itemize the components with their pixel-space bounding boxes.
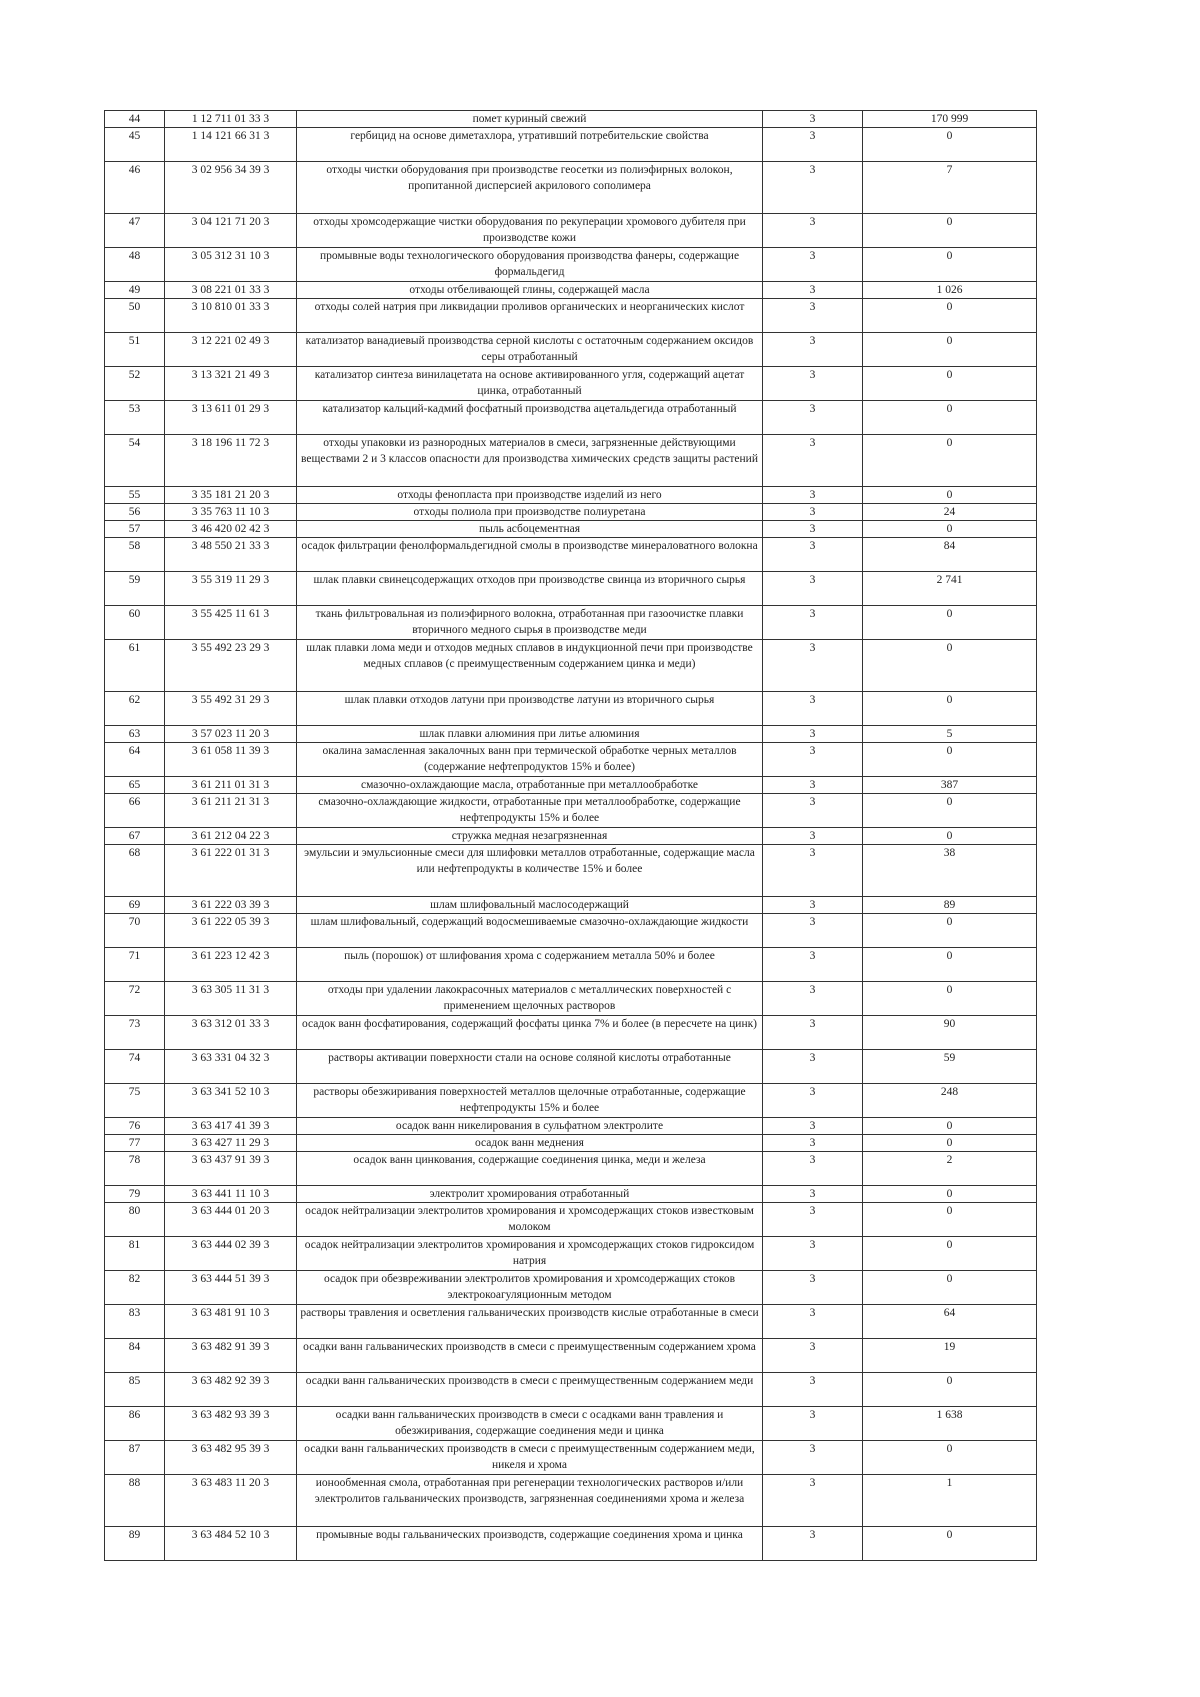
hazard-class-cell: 3 <box>763 726 863 743</box>
waste-name-cell: осадки ванн гальванических производств в смеси с преимущественным содержанием меди <box>297 1373 763 1407</box>
hazard-class-cell: 3 <box>763 1135 863 1152</box>
fkko-code-cell: 3 63 481 91 10 3 <box>165 1305 297 1339</box>
fkko-code-cell: 3 63 341 52 10 3 <box>165 1084 297 1118</box>
quantity-cell: 89 <box>863 897 1037 914</box>
row-number-cell: 59 <box>105 572 165 606</box>
quantity-cell: 84 <box>863 538 1037 572</box>
table-row <box>105 1050 1037 1084</box>
row-number-cell: 60 <box>105 606 165 640</box>
table-row <box>105 1475 1037 1527</box>
row-number-cell: 69 <box>105 897 165 914</box>
table-row <box>105 401 1037 435</box>
hazard-class-cell: 3 <box>763 1441 863 1475</box>
row-number-cell: 63 <box>105 726 165 743</box>
row-number-cell: 48 <box>105 248 165 282</box>
fkko-code-cell: 3 63 331 04 32 3 <box>165 1050 297 1084</box>
hazard-class-cell: 3 <box>763 1186 863 1203</box>
quantity-cell: 0 <box>863 1237 1037 1271</box>
row-number-cell: 82 <box>105 1271 165 1305</box>
hazard-class-cell: 3 <box>763 845 863 897</box>
waste-name-cell: пыль (порошок) от шлифования хрома с содержанием металла 50% и более <box>297 948 763 982</box>
table-row <box>105 521 1037 538</box>
quantity-cell: 0 <box>863 982 1037 1016</box>
quantity-cell: 2 741 <box>863 572 1037 606</box>
hazard-class-cell: 3 <box>763 1475 863 1527</box>
table-row <box>105 162 1037 214</box>
waste-name-cell: отходы полиола при производстве полиуретана <box>297 504 763 521</box>
hazard-class-cell: 3 <box>763 282 863 299</box>
quantity-cell: 0 <box>863 692 1037 726</box>
waste-name-cell: растворы активации поверхности стали на основе соляной кислоты отработанные <box>297 1050 763 1084</box>
waste-name-cell: шлак плавки алюминия при литье алюминия <box>297 726 763 743</box>
table-row <box>105 1271 1037 1305</box>
quantity-cell: 0 <box>863 640 1037 692</box>
hazard-class-cell: 3 <box>763 572 863 606</box>
hazard-class-cell: 3 <box>763 982 863 1016</box>
hazard-class-cell: 3 <box>763 777 863 794</box>
row-number-cell: 74 <box>105 1050 165 1084</box>
waste-name-cell: катализатор кальций-кадмий фосфатный производства ацетальдегида отработанный <box>297 401 763 435</box>
fkko-code-cell: 3 63 482 91 39 3 <box>165 1339 297 1373</box>
waste-name-cell: осадок нейтрализации электролитов хромирования и хромсодержащих стоков известковым молоком <box>297 1203 763 1237</box>
hazard-class-cell: 3 <box>763 640 863 692</box>
fkko-code-cell: 3 63 437 91 39 3 <box>165 1152 297 1186</box>
table-row <box>105 1203 1037 1237</box>
waste-name-cell: смазочно-охлаждающие жидкости, отработанные при металлообработке, содержащие нефтепродукты 15% и более <box>297 794 763 828</box>
waste-name-cell: осадки ванн гальванических производств в смеси с осадками ванн травления и обезжиривания, содержащие соединения меди и цинка <box>297 1407 763 1441</box>
hazard-class-cell: 3 <box>763 435 863 487</box>
fkko-code-cell: 3 08 221 01 33 3 <box>165 282 297 299</box>
waste-name-cell: окалина замасленная закалочных ванн при термической обработке черных металлов (содержание нефтепродуктов 15% и более) <box>297 743 763 777</box>
hazard-class-cell: 3 <box>763 743 863 777</box>
fkko-code-cell: 3 61 222 01 31 3 <box>165 845 297 897</box>
fkko-code-cell: 3 63 441 11 10 3 <box>165 1186 297 1203</box>
waste-name-cell: стружка медная незагрязненная <box>297 828 763 845</box>
row-number-cell: 53 <box>105 401 165 435</box>
hazard-class-cell: 3 <box>763 1271 863 1305</box>
hazard-class-cell: 3 <box>763 1152 863 1186</box>
table-row <box>105 726 1037 743</box>
fkko-code-cell: 3 13 611 01 29 3 <box>165 401 297 435</box>
table-row <box>105 914 1037 948</box>
waste-name-cell: осадок нейтрализации электролитов хромирования и хромсодержащих стоков гидроксидом натрия <box>297 1237 763 1271</box>
quantity-cell: 0 <box>863 435 1037 487</box>
quantity-cell: 19 <box>863 1339 1037 1373</box>
row-number-cell: 71 <box>105 948 165 982</box>
waste-name-cell: отходы чистки оборудования при производстве геосетки из полиэфирных волокон, пропитанной дисперсией акрилового сополимера <box>297 162 763 214</box>
table-row <box>105 1441 1037 1475</box>
table-row <box>105 1237 1037 1271</box>
quantity-cell: 0 <box>863 1186 1037 1203</box>
row-number-cell: 89 <box>105 1527 165 1561</box>
hazard-class-cell: 3 <box>763 1118 863 1135</box>
hazard-class-cell: 3 <box>763 914 863 948</box>
row-number-cell: 76 <box>105 1118 165 1135</box>
hazard-class-cell: 3 <box>763 487 863 504</box>
row-number-cell: 62 <box>105 692 165 726</box>
quantity-cell: 0 <box>863 1441 1037 1475</box>
quantity-cell: 1 <box>863 1475 1037 1527</box>
row-number-cell: 87 <box>105 1441 165 1475</box>
waste-name-cell: осадки ванн гальванических производств в смеси с преимущественным содержанием меди, никеля и хрома <box>297 1441 763 1475</box>
row-number-cell: 55 <box>105 487 165 504</box>
fkko-code-cell: 3 04 121 71 20 3 <box>165 214 297 248</box>
hazard-class-cell: 3 <box>763 333 863 367</box>
hazard-class-cell: 3 <box>763 794 863 828</box>
hazard-class-cell: 3 <box>763 1527 863 1561</box>
table-row <box>105 794 1037 828</box>
waste-name-cell: отходы упаковки из разнородных материалов в смеси, загрязненные действующими веществами 2 и 3 классов опасности для производства химических средств защиты растений <box>297 435 763 487</box>
fkko-code-cell: 3 55 492 31 29 3 <box>165 692 297 726</box>
row-number-cell: 49 <box>105 282 165 299</box>
table-row <box>105 948 1037 982</box>
table-row <box>105 1527 1037 1561</box>
table-row <box>105 111 1037 128</box>
fkko-code-cell: 3 12 221 02 49 3 <box>165 333 297 367</box>
fkko-code-cell: 3 61 211 01 31 3 <box>165 777 297 794</box>
table-row <box>105 845 1037 897</box>
fkko-code-cell: 3 13 321 21 49 3 <box>165 367 297 401</box>
waste-name-cell: смазочно-охлаждающие масла, отработанные при металлообработке <box>297 777 763 794</box>
quantity-cell: 0 <box>863 367 1037 401</box>
hazard-class-cell: 3 <box>763 692 863 726</box>
quantity-cell: 90 <box>863 1016 1037 1050</box>
hazard-class-cell: 3 <box>763 948 863 982</box>
fkko-code-cell: 3 35 763 11 10 3 <box>165 504 297 521</box>
waste-name-cell: шлак плавки лома меди и отходов медных сплавов в индукционной печи при производстве медных сплавов (с преимущественным содержанием цинка и меди) <box>297 640 763 692</box>
table-row <box>105 1084 1037 1118</box>
row-number-cell: 81 <box>105 1237 165 1271</box>
fkko-code-cell: 3 61 223 12 42 3 <box>165 948 297 982</box>
table-row <box>105 367 1037 401</box>
row-number-cell: 57 <box>105 521 165 538</box>
waste-name-cell: пыль асбоцементная <box>297 521 763 538</box>
quantity-cell: 0 <box>863 1118 1037 1135</box>
table-row <box>105 1339 1037 1373</box>
waste-name-cell: осадки ванн гальванических производств в смеси с преимущественным содержанием хрома <box>297 1339 763 1373</box>
waste-name-cell: отходы солей натрия при ликвидации проливов органических и неорганических кислот <box>297 299 763 333</box>
waste-name-cell: промывные воды технологического оборудования производства фанеры, содержащие формальдегид <box>297 248 763 282</box>
row-number-cell: 58 <box>105 538 165 572</box>
quantity-cell: 0 <box>863 248 1037 282</box>
table-row <box>105 1407 1037 1441</box>
quantity-cell: 0 <box>863 1271 1037 1305</box>
quantity-cell: 0 <box>863 1203 1037 1237</box>
waste-name-cell: электролит хромирования отработанный <box>297 1186 763 1203</box>
waste-name-cell: эмульсии и эмульсионные смеси для шлифовки металлов отработанные, содержащие масла или нефтепродукты в количестве 15% и более <box>297 845 763 897</box>
table-row <box>105 1373 1037 1407</box>
hazard-class-cell: 3 <box>763 1407 863 1441</box>
waste-table-body <box>105 111 1037 1561</box>
hazard-class-cell: 3 <box>763 897 863 914</box>
fkko-code-cell: 3 55 425 11 61 3 <box>165 606 297 640</box>
row-number-cell: 83 <box>105 1305 165 1339</box>
table-row <box>105 504 1037 521</box>
fkko-code-cell: 3 55 492 23 29 3 <box>165 640 297 692</box>
table-row <box>105 1135 1037 1152</box>
fkko-code-cell: 3 63 312 01 33 3 <box>165 1016 297 1050</box>
fkko-code-cell: 3 63 305 11 31 3 <box>165 982 297 1016</box>
fkko-code-cell: 3 61 222 05 39 3 <box>165 914 297 948</box>
hazard-class-cell: 3 <box>763 1305 863 1339</box>
table-row <box>105 487 1037 504</box>
waste-name-cell: шлак плавки свинецсодержащих отходов при производстве свинца из вторичного сырья <box>297 572 763 606</box>
table-row <box>105 606 1037 640</box>
table-row <box>105 777 1037 794</box>
waste-name-cell: растворы травления и осветления гальванических производств кислые отработанные в смеси <box>297 1305 763 1339</box>
table-row <box>105 333 1037 367</box>
quantity-cell: 0 <box>863 1373 1037 1407</box>
row-number-cell: 46 <box>105 162 165 214</box>
hazard-class-cell: 3 <box>763 401 863 435</box>
waste-name-cell: помет куриный свежий <box>297 111 763 128</box>
fkko-code-cell: 3 48 550 21 33 3 <box>165 538 297 572</box>
waste-name-cell: шлам шлифовальный, содержащий водосмешиваемые смазочно-охлаждающие жидкости <box>297 914 763 948</box>
quantity-cell: 1 638 <box>863 1407 1037 1441</box>
waste-name-cell: гербицид на основе диметахлора, утративший потребительские свойства <box>297 128 763 162</box>
quantity-cell: 1 026 <box>863 282 1037 299</box>
waste-name-cell: осадок фильтрации фенолформальдегидной смолы в производстве минераловатного волокна <box>297 538 763 572</box>
waste-name-cell: ткань фильтровальная из полиэфирного волокна, отработанная при газоочистке плавки вторичного медного сырья в производстве меди <box>297 606 763 640</box>
quantity-cell: 387 <box>863 777 1037 794</box>
waste-name-cell: осадок ванн цинкования, содержащие соединения цинка, меди и железа <box>297 1152 763 1186</box>
quantity-cell: 0 <box>863 333 1037 367</box>
waste-name-cell: ионообменная смола, отработанная при регенерации технологических растворов и/или электролитов гальванических производств, загрязненная соединениями хрома и железа <box>297 1475 763 1527</box>
row-number-cell: 80 <box>105 1203 165 1237</box>
row-number-cell: 77 <box>105 1135 165 1152</box>
row-number-cell: 51 <box>105 333 165 367</box>
waste-table-container <box>104 110 1036 1561</box>
row-number-cell: 84 <box>105 1339 165 1373</box>
table-row <box>105 299 1037 333</box>
waste-name-cell: отходы хромсодержащие чистки оборудования по рекуперации хромового дубителя при производстве кожи <box>297 214 763 248</box>
hazard-class-cell: 3 <box>763 1373 863 1407</box>
waste-name-cell: промывные воды гальванических производств, содержащие соединения хрома и цинка <box>297 1527 763 1561</box>
table-row <box>105 282 1037 299</box>
fkko-code-cell: 3 05 312 31 10 3 <box>165 248 297 282</box>
waste-name-cell: отходы фенопласта при производстве изделий из него <box>297 487 763 504</box>
table-row <box>105 743 1037 777</box>
quantity-cell: 0 <box>863 948 1037 982</box>
fkko-code-cell: 3 61 212 04 22 3 <box>165 828 297 845</box>
table-row <box>105 572 1037 606</box>
quantity-cell: 0 <box>863 521 1037 538</box>
quantity-cell: 0 <box>863 1135 1037 1152</box>
quantity-cell: 0 <box>863 299 1037 333</box>
row-number-cell: 45 <box>105 128 165 162</box>
row-number-cell: 54 <box>105 435 165 487</box>
quantity-cell: 5 <box>863 726 1037 743</box>
hazard-class-cell: 3 <box>763 111 863 128</box>
hazard-class-cell: 3 <box>763 1237 863 1271</box>
quantity-cell: 0 <box>863 128 1037 162</box>
fkko-code-cell: 3 63 484 52 10 3 <box>165 1527 297 1561</box>
fkko-code-cell: 3 57 023 11 20 3 <box>165 726 297 743</box>
hazard-class-cell: 3 <box>763 606 863 640</box>
table-row <box>105 1186 1037 1203</box>
waste-name-cell: растворы обезжиривания поверхностей металлов щелочные отработанные, содержащие нефтепродукты 15% и более <box>297 1084 763 1118</box>
table-row <box>105 640 1037 692</box>
table-row <box>105 435 1037 487</box>
fkko-code-cell: 3 63 444 51 39 3 <box>165 1271 297 1305</box>
waste-name-cell: осадок ванн никелирования в сульфатном электролите <box>297 1118 763 1135</box>
hazard-class-cell: 3 <box>763 521 863 538</box>
row-number-cell: 65 <box>105 777 165 794</box>
row-number-cell: 75 <box>105 1084 165 1118</box>
waste-name-cell: отходы при удалении лакокрасочных материалов с металлических поверхностей с применением щелочных растворов <box>297 982 763 1016</box>
waste-name-cell: осадок ванн фосфатирования, содержащий фосфаты цинка 7% и более (в пересчете на цинк) <box>297 1016 763 1050</box>
quantity-cell: 2 <box>863 1152 1037 1186</box>
table-row <box>105 1016 1037 1050</box>
row-number-cell: 78 <box>105 1152 165 1186</box>
table-row <box>105 982 1037 1016</box>
waste-table <box>104 110 1037 1561</box>
table-row <box>105 538 1037 572</box>
quantity-cell: 0 <box>863 1527 1037 1561</box>
fkko-code-cell: 3 63 444 01 20 3 <box>165 1203 297 1237</box>
quantity-cell: 0 <box>863 914 1037 948</box>
quantity-cell: 0 <box>863 794 1037 828</box>
row-number-cell: 73 <box>105 1016 165 1050</box>
row-number-cell: 52 <box>105 367 165 401</box>
hazard-class-cell: 3 <box>763 1084 863 1118</box>
fkko-code-cell: 1 14 121 66 31 3 <box>165 128 297 162</box>
fkko-code-cell: 3 63 482 93 39 3 <box>165 1407 297 1441</box>
waste-name-cell: отходы отбеливающей глины, содержащей масла <box>297 282 763 299</box>
table-row <box>105 1118 1037 1135</box>
row-number-cell: 66 <box>105 794 165 828</box>
fkko-code-cell: 3 46 420 02 42 3 <box>165 521 297 538</box>
quantity-cell: 0 <box>863 743 1037 777</box>
fkko-code-cell: 3 63 444 02 39 3 <box>165 1237 297 1271</box>
row-number-cell: 47 <box>105 214 165 248</box>
row-number-cell: 64 <box>105 743 165 777</box>
fkko-code-cell: 3 61 058 11 39 3 <box>165 743 297 777</box>
fkko-code-cell: 3 02 956 34 39 3 <box>165 162 297 214</box>
row-number-cell: 70 <box>105 914 165 948</box>
table-row <box>105 692 1037 726</box>
table-row <box>105 897 1037 914</box>
waste-name-cell: шлак плавки отходов латуни при производстве латуни из вторичного сырья <box>297 692 763 726</box>
fkko-code-cell: 3 63 417 41 39 3 <box>165 1118 297 1135</box>
row-number-cell: 44 <box>105 111 165 128</box>
hazard-class-cell: 3 <box>763 128 863 162</box>
quantity-cell: 64 <box>863 1305 1037 1339</box>
row-number-cell: 72 <box>105 982 165 1016</box>
waste-name-cell: осадок при обезвреживании электролитов хромирования и хромсодержащих стоков электрокоагуляционным методом <box>297 1271 763 1305</box>
fkko-code-cell: 3 35 181 21 20 3 <box>165 487 297 504</box>
row-number-cell: 88 <box>105 1475 165 1527</box>
quantity-cell: 38 <box>863 845 1037 897</box>
quantity-cell: 0 <box>863 606 1037 640</box>
waste-name-cell: шлам шлифовальный маслосодержащий <box>297 897 763 914</box>
fkko-code-cell: 3 18 196 11 72 3 <box>165 435 297 487</box>
quantity-cell: 24 <box>863 504 1037 521</box>
row-number-cell: 61 <box>105 640 165 692</box>
quantity-cell: 0 <box>863 828 1037 845</box>
table-row <box>105 214 1037 248</box>
hazard-class-cell: 3 <box>763 1050 863 1084</box>
row-number-cell: 68 <box>105 845 165 897</box>
hazard-class-cell: 3 <box>763 214 863 248</box>
hazard-class-cell: 3 <box>763 162 863 214</box>
row-number-cell: 86 <box>105 1407 165 1441</box>
hazard-class-cell: 3 <box>763 1016 863 1050</box>
quantity-cell: 248 <box>863 1084 1037 1118</box>
fkko-code-cell: 3 63 482 95 39 3 <box>165 1441 297 1475</box>
waste-name-cell: катализатор синтеза винилацетата на основе активированного угля, содержащий ацетат цинка, отработанный <box>297 367 763 401</box>
waste-name-cell: осадок ванн меднения <box>297 1135 763 1152</box>
fkko-code-cell: 3 61 211 21 31 3 <box>165 794 297 828</box>
table-row <box>105 248 1037 282</box>
hazard-class-cell: 3 <box>763 1339 863 1373</box>
row-number-cell: 50 <box>105 299 165 333</box>
hazard-class-cell: 3 <box>763 1203 863 1237</box>
row-number-cell: 56 <box>105 504 165 521</box>
quantity-cell: 7 <box>863 162 1037 214</box>
fkko-code-cell: 3 63 482 92 39 3 <box>165 1373 297 1407</box>
fkko-code-cell: 3 63 483 11 20 3 <box>165 1475 297 1527</box>
fkko-code-cell: 3 61 222 03 39 3 <box>165 897 297 914</box>
hazard-class-cell: 3 <box>763 828 863 845</box>
row-number-cell: 67 <box>105 828 165 845</box>
hazard-class-cell: 3 <box>763 538 863 572</box>
hazard-class-cell: 3 <box>763 504 863 521</box>
row-number-cell: 79 <box>105 1186 165 1203</box>
hazard-class-cell: 3 <box>763 299 863 333</box>
row-number-cell: 85 <box>105 1373 165 1407</box>
quantity-cell: 0 <box>863 401 1037 435</box>
table-row <box>105 828 1037 845</box>
fkko-code-cell: 3 55 319 11 29 3 <box>165 572 297 606</box>
quantity-cell: 59 <box>863 1050 1037 1084</box>
hazard-class-cell: 3 <box>763 248 863 282</box>
fkko-code-cell: 1 12 711 01 33 3 <box>165 111 297 128</box>
quantity-cell: 0 <box>863 487 1037 504</box>
fkko-code-cell: 3 10 810 01 33 3 <box>165 299 297 333</box>
table-row <box>105 128 1037 162</box>
table-row <box>105 1305 1037 1339</box>
waste-name-cell: катализатор ванадиевый производства серной кислоты с остаточным содержанием оксидов серы отработанный <box>297 333 763 367</box>
fkko-code-cell: 3 63 427 11 29 3 <box>165 1135 297 1152</box>
hazard-class-cell: 3 <box>763 367 863 401</box>
quantity-cell: 170 999 <box>863 111 1037 128</box>
table-row <box>105 1152 1037 1186</box>
quantity-cell: 0 <box>863 214 1037 248</box>
